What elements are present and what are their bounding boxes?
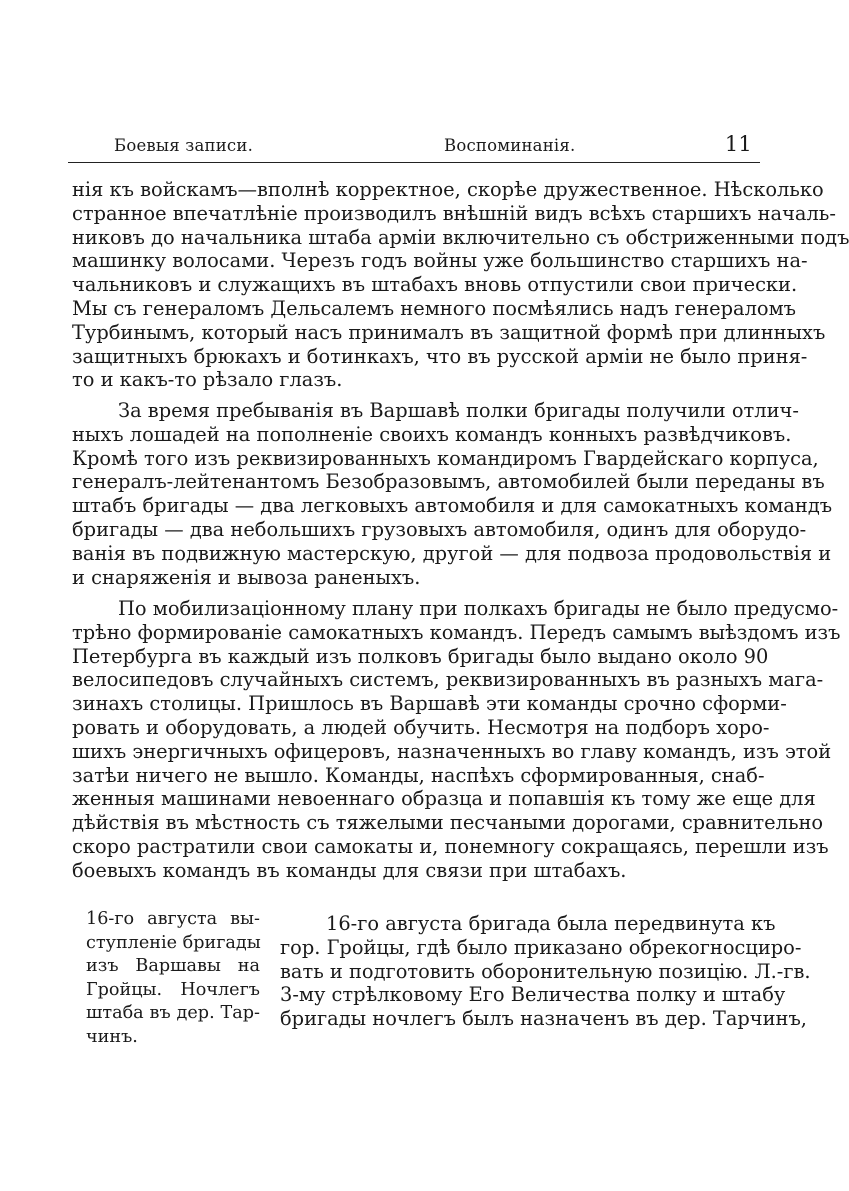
paragraph-1 [72,178,849,392]
text-line: чальниковъ и служащихъ въ штабахъ вновь отпустили свои прически. [72,273,798,297]
text-line: ровать и оборудовать, а людей обучить. Несмотря на подборъ хоро- [72,715,770,739]
header-section-title: Воспоминанія. [444,136,576,155]
text-line: ванія въ подвижную мастерскую, другой — для подвоза продовольствія и [72,541,832,565]
text-line: 3-му стрѣлковому Его Величества полку и штабу [280,983,786,1007]
text-line: штабъ бригады — два легковыхъ автомобиля и для самокатныхъ командъ [72,494,833,518]
text-line: гор. Гройцы, гдѣ было приказано обрекогносциро- [280,935,802,959]
text-line: защитныхъ брюкахъ и ботинкахъ, что въ русской арміи не было приня- [72,344,808,368]
margin-note-line: ступленіе бригады [86,932,261,953]
text-line: ныхъ лошадей на пополненіе своихъ командъ конныхъ развѣдчиковъ. [72,422,792,446]
paragraph-3 [72,597,841,883]
header-book-title: Боевыя записи. [114,136,254,155]
text-line: боевыхъ командъ въ команды для связи при штабахъ. [72,858,627,882]
margin-note [86,908,260,1050]
text-line: велосипедовъ случайныхъ системъ, реквизированныхъ въ разныхъ мага- [72,668,824,692]
text-line: бригады ночлегъ былъ назначенъ въ дер. Тарчинъ, [280,1007,807,1031]
text-line: Петербурга въ каждый изъ полковъ бригады было выдано около 90 [72,644,769,668]
paragraph-2 [72,399,833,589]
text-line: Мы съ генераломъ Дельсалемъ немного посмѣялись надъ генераломъ [72,296,797,320]
text-line: вать и подготовить оборонительную позицію. Л.-гв. [280,959,811,983]
margin-note-line: Гройцы. Ночлегъ [86,979,260,1000]
text-line: шихъ энергичныхъ офицеровъ, назначенныхъ во главу командъ, изъ этой [72,739,832,763]
text-line: затѣи ничего не вышло. Команды, наспѣхъ сформированныя, снаб- [72,763,765,787]
text-line: машинку волосами. Черезъ годъ войны уже большинство старшихъ на- [72,249,808,273]
text-line: бригады — два небольшихъ грузовыхъ автомобиля, одинъ для оборудо- [72,517,807,541]
text-line: За время пребыванія въ Варшавѣ полки бригады получили отлич- [118,399,799,422]
header-rule [68,162,760,163]
text-line: нія къ войскамъ—вполнѣ корректное, скорѣе дружественное. Нѣсколько [72,178,824,201]
text-line: трѣно формированіе самокатныхъ командъ. Передъ самымъ выѣздомъ изъ [72,620,841,644]
margin-note-line: штаба въ дер. Тар- [86,1003,260,1024]
text-line: никовъ до начальника штаба арміи включительно съ обстриженными подъ [72,225,849,249]
text-line: Кромѣ того изъ реквизированныхъ командиромъ Гвардейскаго корпуса, [72,446,819,470]
text-line: женныя машинами невоеннаго образца и попавшія къ тому же еще для [72,787,816,811]
text-line: По мобилизаціонному плану при полкахъ бригады не было предусмо- [118,597,839,620]
text-line: скоро растратили свои самокаты и, понемногу сокращаясь, перешли изъ [72,834,829,858]
text-line: Турбинымъ, который насъ принималъ въ защитной формѣ при длинныхъ [72,320,826,344]
text-line: 16-го августа бригада была передвинута къ [326,912,776,935]
text-line: генералъ-лейтенантомъ Безобразовымъ, автомобилей были переданы въ [72,470,825,494]
text-line: странное впечатлѣніе производилъ внѣшній видъ всѣхъ старшихъ началь- [72,201,836,225]
margin-note-line: 16-го августа вы- [86,909,260,929]
text-line: дѣйствія въ мѣстность съ тяжелыми песчаными дорогами, сравнительно [72,811,824,835]
margin-note-line: чинъ. [86,1026,138,1047]
text-line: и снаряженія и вывоза раненыхъ. [72,565,421,589]
text-line: зинахъ столицы. Пришлось въ Варшавѣ эти команды срочно сформи- [72,692,787,716]
running-header [68,132,760,162]
page-number: 11 [724,132,752,156]
text-line: то и какъ-то рѣзало глазъ. [72,368,343,392]
paragraph-4 [280,912,811,1031]
margin-note-line: изъ Варшавы на [86,956,260,977]
